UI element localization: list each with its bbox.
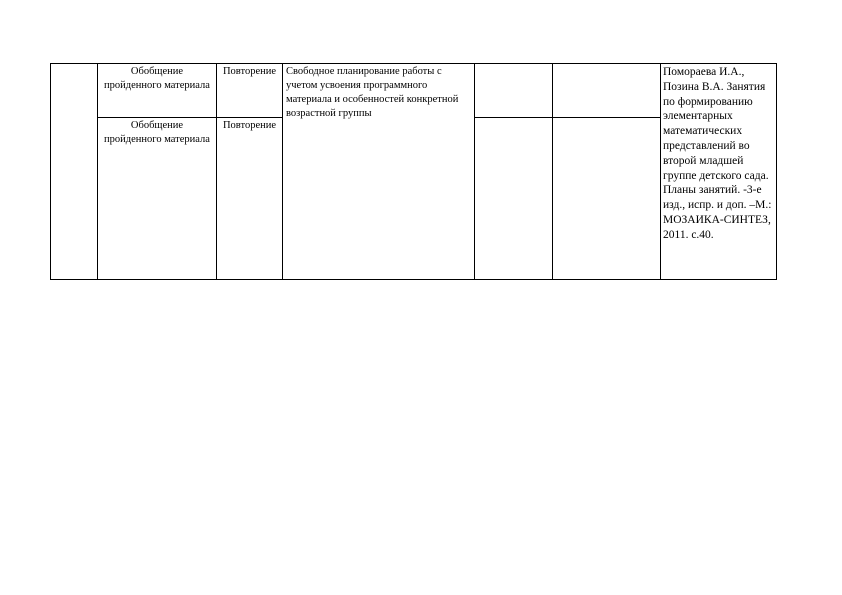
empty-cell <box>475 64 553 118</box>
empty-cell <box>553 64 661 118</box>
program-content-cell: Свободное планирование работы с учетом усвоения программного материала и особенностей конкретной возрастной группы <box>283 64 475 280</box>
lesson-plan-table <box>50 63 777 280</box>
empty-cell <box>475 118 553 280</box>
literature-cell: Помораева И.А., Позина В.А. Занятия по формированию элементарных математических представлений во второй младшей группе детского сада. Планы занятий. -3-е изд., испр. и доп. –М.: МОЗАИКА-СИНТЕЗ, 2011. с.40. <box>661 64 777 280</box>
topic-cell: Обобщение пройденного материала <box>98 64 217 118</box>
topic-cell: Обобщение пройденного материала <box>98 118 217 280</box>
number-cell <box>51 64 98 280</box>
lesson-type-cell: Повторение <box>217 118 283 280</box>
lesson-type-cell: Повторение <box>217 64 283 118</box>
table-row <box>51 64 777 118</box>
empty-cell <box>553 118 661 280</box>
